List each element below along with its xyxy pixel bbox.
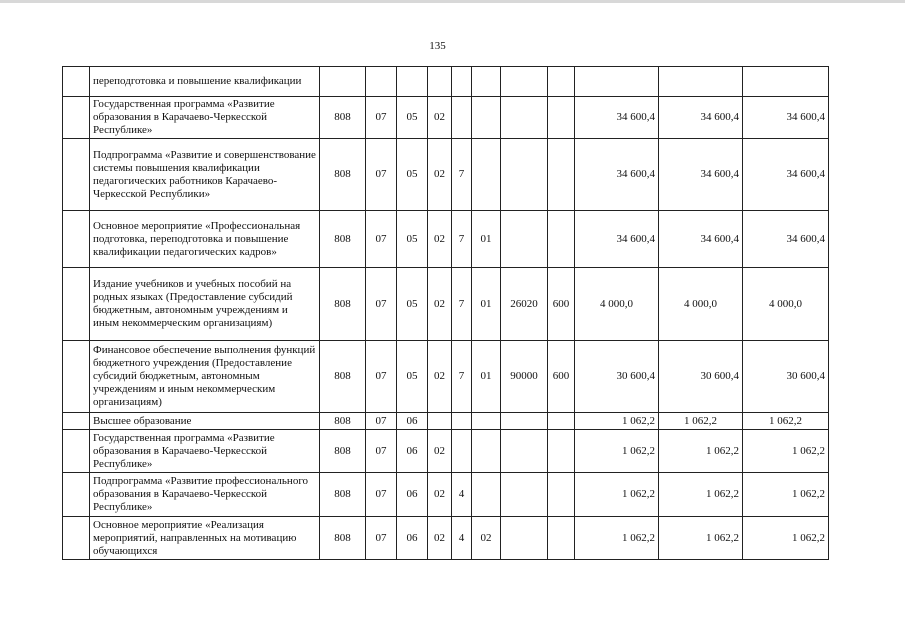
- description-cell: Государственная программа «Развитие образования в Карачаево-Черкесской Республике»: [90, 97, 320, 139]
- pr-cell: 06: [397, 430, 428, 473]
- event-cell: [472, 139, 501, 211]
- rz-cell: 07: [366, 268, 397, 341]
- amount-2-cell: 1 062,2: [659, 413, 743, 430]
- row-number-cell: [63, 341, 90, 413]
- ved-cell: 808: [320, 473, 366, 517]
- expense-type-cell: [548, 67, 575, 97]
- row-number-cell: [63, 268, 90, 341]
- scan-top-edge: [0, 0, 905, 3]
- expense-type-cell: [548, 430, 575, 473]
- table-row: [63, 139, 829, 211]
- event-cell: [472, 413, 501, 430]
- row-number-cell: [63, 517, 90, 560]
- amount-3-cell: 1 062,2: [743, 517, 829, 560]
- ved-cell: 808: [320, 341, 366, 413]
- amount-3-cell: 1 062,2: [743, 413, 829, 430]
- table-row: [63, 430, 829, 473]
- description-cell: Основное мероприятие «Реализация мероприятий, направленных на мотивацию обучающихся: [90, 517, 320, 560]
- table-row: [63, 517, 829, 560]
- event-cell: 02: [472, 517, 501, 560]
- row-number-cell: [63, 473, 90, 517]
- program-cell: 02: [428, 517, 452, 560]
- ved-cell: 808: [320, 413, 366, 430]
- row-number-cell: [63, 139, 90, 211]
- amount-2-cell: [659, 67, 743, 97]
- amount-1-cell: 1 062,2: [575, 413, 659, 430]
- amount-2-cell: 34 600,4: [659, 211, 743, 268]
- event-cell: 01: [472, 341, 501, 413]
- direction-cell: [501, 413, 548, 430]
- description-cell: Издание учебников и учебных пособий на родных языках (Предоставление субсидий бюджетным, автономным учреждениям и иным некоммерческим организациям): [90, 268, 320, 341]
- direction-cell: [501, 139, 548, 211]
- table-row: [63, 341, 829, 413]
- description-cell: Государственная программа «Развитие образования в Карачаево-Черкесской Республике»: [90, 430, 320, 473]
- amount-3-cell: 4 000,0: [743, 268, 829, 341]
- subprogram-cell: 7: [452, 268, 472, 341]
- program-cell: 02: [428, 139, 452, 211]
- table-row: [63, 97, 829, 139]
- row-number-cell: [63, 67, 90, 97]
- description-cell: Финансовое обеспечение выполнения функций бюджетного учреждения (Предоставление субсидий бюджетным, автономным учреждениям и иным некоммерческим организациям): [90, 341, 320, 413]
- subprogram-cell: 7: [452, 139, 472, 211]
- ved-cell: [320, 67, 366, 97]
- amount-2-cell: 1 062,2: [659, 517, 743, 560]
- rz-cell: 07: [366, 97, 397, 139]
- rz-cell: 07: [366, 341, 397, 413]
- direction-cell: [501, 67, 548, 97]
- subprogram-cell: 7: [452, 341, 472, 413]
- row-number-cell: [63, 211, 90, 268]
- program-cell: 02: [428, 268, 452, 341]
- expense-type-cell: [548, 517, 575, 560]
- amount-1-cell: 30 600,4: [575, 341, 659, 413]
- amount-1-cell: 1 062,2: [575, 517, 659, 560]
- pr-cell: 05: [397, 211, 428, 268]
- amount-2-cell: 1 062,2: [659, 430, 743, 473]
- program-cell: [428, 413, 452, 430]
- rz-cell: 07: [366, 473, 397, 517]
- amount-2-cell: 30 600,4: [659, 341, 743, 413]
- amount-3-cell: 34 600,4: [743, 139, 829, 211]
- pr-cell: 05: [397, 97, 428, 139]
- program-cell: 02: [428, 473, 452, 517]
- event-cell: [472, 473, 501, 517]
- amount-1-cell: [575, 67, 659, 97]
- event-cell: [472, 97, 501, 139]
- direction-cell: [501, 517, 548, 560]
- program-cell: 02: [428, 341, 452, 413]
- expense-type-cell: [548, 139, 575, 211]
- subprogram-cell: [452, 430, 472, 473]
- amount-1-cell: 4 000,0: [575, 268, 659, 341]
- description-cell: Высшее образование: [90, 413, 320, 430]
- amount-1-cell: 34 600,4: [575, 211, 659, 268]
- pr-cell: 05: [397, 139, 428, 211]
- direction-cell: 90000: [501, 341, 548, 413]
- amount-1-cell: 34 600,4: [575, 139, 659, 211]
- event-cell: 01: [472, 268, 501, 341]
- amount-3-cell: 1 062,2: [743, 430, 829, 473]
- amount-1-cell: 1 062,2: [575, 473, 659, 517]
- ved-cell: 808: [320, 268, 366, 341]
- subprogram-cell: 4: [452, 517, 472, 560]
- amount-3-cell: [743, 67, 829, 97]
- expense-type-cell: [548, 413, 575, 430]
- direction-cell: [501, 211, 548, 268]
- direction-cell: [501, 97, 548, 139]
- description-cell: Основное мероприятие «Профессиональная подготовка, переподготовка и повышение квалификации педагогических кадров»: [90, 211, 320, 268]
- budget-table: [62, 66, 829, 560]
- table-row: [63, 211, 829, 268]
- ved-cell: 808: [320, 517, 366, 560]
- row-number-cell: [63, 97, 90, 139]
- amount-2-cell: 1 062,2: [659, 473, 743, 517]
- subprogram-cell: 4: [452, 473, 472, 517]
- pr-cell: 06: [397, 473, 428, 517]
- subprogram-cell: [452, 67, 472, 97]
- page-number: 135: [429, 40, 446, 52]
- pr-cell: 06: [397, 517, 428, 560]
- table-row: [63, 268, 829, 341]
- table-row: [63, 413, 829, 430]
- amount-3-cell: 1 062,2: [743, 473, 829, 517]
- expense-type-cell: [548, 473, 575, 517]
- row-number-cell: [63, 413, 90, 430]
- program-cell: 02: [428, 211, 452, 268]
- direction-cell: [501, 430, 548, 473]
- ved-cell: 808: [320, 430, 366, 473]
- direction-cell: 26020: [501, 268, 548, 341]
- rz-cell: 07: [366, 430, 397, 473]
- pr-cell: 05: [397, 341, 428, 413]
- rz-cell: 07: [366, 139, 397, 211]
- description-cell: Подпрограмма «Развитие и совершенствование системы повышения квалификации педагогических работников Карачаево-Черкесской Республики»: [90, 139, 320, 211]
- expense-type-cell: 600: [548, 268, 575, 341]
- subprogram-cell: [452, 413, 472, 430]
- event-cell: [472, 430, 501, 473]
- table-row: [63, 67, 829, 97]
- expense-type-cell: [548, 97, 575, 139]
- expense-type-cell: 600: [548, 341, 575, 413]
- subprogram-cell: [452, 97, 472, 139]
- rz-cell: [366, 67, 397, 97]
- amount-1-cell: 1 062,2: [575, 430, 659, 473]
- ved-cell: 808: [320, 139, 366, 211]
- amount-2-cell: 34 600,4: [659, 97, 743, 139]
- amount-3-cell: 30 600,4: [743, 341, 829, 413]
- subprogram-cell: 7: [452, 211, 472, 268]
- pr-cell: 05: [397, 268, 428, 341]
- rz-cell: 07: [366, 517, 397, 560]
- amount-2-cell: 34 600,4: [659, 139, 743, 211]
- program-cell: 02: [428, 97, 452, 139]
- amount-3-cell: 34 600,4: [743, 211, 829, 268]
- amount-2-cell: 4 000,0: [659, 268, 743, 341]
- ved-cell: 808: [320, 211, 366, 268]
- table-row: [63, 473, 829, 517]
- program-cell: 02: [428, 430, 452, 473]
- event-cell: 01: [472, 211, 501, 268]
- pr-cell: 06: [397, 413, 428, 430]
- ved-cell: 808: [320, 97, 366, 139]
- description-cell: Подпрограмма «Развитие профессионального образования в Карачаево-Черкесской Республике»: [90, 473, 320, 517]
- row-number-cell: [63, 430, 90, 473]
- pr-cell: [397, 67, 428, 97]
- direction-cell: [501, 473, 548, 517]
- amount-3-cell: 34 600,4: [743, 97, 829, 139]
- description-cell: переподготовка и повышение квалификации: [90, 67, 320, 97]
- rz-cell: 07: [366, 413, 397, 430]
- expense-type-cell: [548, 211, 575, 268]
- amount-1-cell: 34 600,4: [575, 97, 659, 139]
- rz-cell: 07: [366, 211, 397, 268]
- event-cell: [472, 67, 501, 97]
- program-cell: [428, 67, 452, 97]
